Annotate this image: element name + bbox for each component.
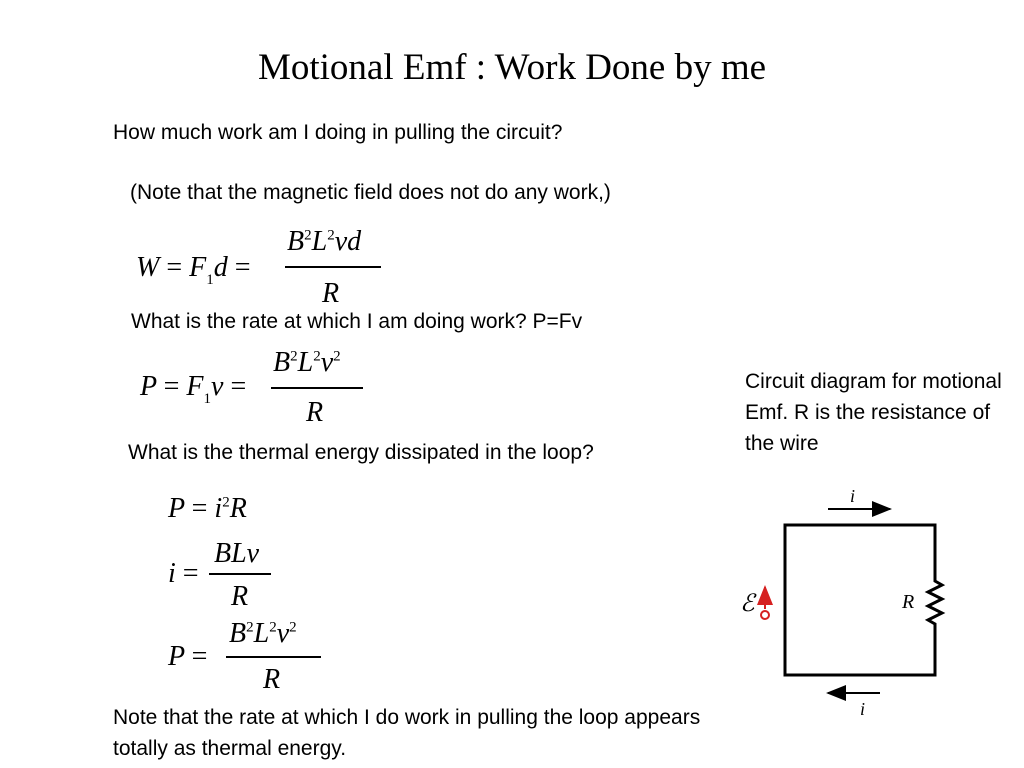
circuit-diagram	[730, 485, 970, 720]
eq2-num-b: B	[273, 347, 291, 378]
eq3-equals: =	[191, 493, 208, 524]
emf-terminal	[761, 611, 769, 619]
eq1-num-b-exp: 2	[304, 227, 312, 244]
eq2-velocity: v	[211, 371, 224, 402]
eq3-resistance: R	[229, 493, 247, 524]
eq2-force: F	[186, 371, 204, 402]
eq1-num-l-exp: 2	[327, 227, 335, 244]
eq2-num-b-exp: 2	[290, 348, 298, 365]
eq1-denominator: R	[322, 278, 340, 309]
eq4-denominator: R	[231, 581, 249, 612]
eq1-num-rest: vd	[334, 226, 362, 257]
eq3-current-exp: 2	[222, 494, 230, 511]
eq1-lhs: W	[136, 252, 160, 283]
eq2-num-v: v	[320, 347, 334, 378]
current-label-top: i	[850, 486, 856, 506]
eq5-equals: =	[191, 641, 208, 672]
diagram-caption: Circuit diagram for motional Emf. R is the resistance of the wire	[745, 370, 1002, 455]
eq5-num-b-exp: 2	[246, 619, 254, 636]
eq1-distance: d	[213, 252, 228, 283]
eq4-lhs: i	[168, 558, 176, 589]
conclusion-note: Note that the rate at which I do work in pulling the loop appears totally as thermal energy.	[113, 706, 701, 760]
eq5-num-v-exp: 2	[289, 619, 297, 636]
eq1-equals-1: =	[166, 252, 183, 283]
eq3-lhs: P	[168, 493, 185, 524]
eq5-fraction-bar	[226, 656, 321, 658]
eq3-current: i	[214, 493, 223, 524]
eq5-num-l: L	[253, 618, 270, 649]
eq2-equals-1: =	[163, 371, 180, 402]
eq1-num-l: L	[311, 226, 328, 257]
question-thermal: What is the thermal energy dissipated in the loop?	[128, 441, 594, 464]
eq1-fraction-bar	[285, 266, 381, 268]
eq4-numerator: BLv	[214, 538, 260, 569]
circuit-loop-wire	[785, 525, 942, 675]
eq1-force-sub: 1	[206, 271, 214, 288]
eq5-num-l-exp: 2	[269, 619, 277, 636]
eq4-fraction-bar	[209, 573, 271, 575]
eq1-force: F	[189, 252, 207, 283]
note-magnetic-field: (Note that the magnetic field does not do any work,)	[130, 181, 611, 204]
eq1-num-b: B	[287, 226, 305, 257]
eq4-equals: =	[182, 558, 199, 589]
eq2-lhs: P	[140, 371, 157, 402]
equation-joule	[168, 495, 247, 523]
eq2-equals-2: =	[230, 371, 247, 402]
eq5-num-v: v	[276, 618, 290, 649]
eq2-num-l: L	[297, 347, 314, 378]
eq2-fraction-bar	[271, 387, 363, 389]
eq5-lhs: P	[168, 641, 185, 672]
eq5-denominator: R	[263, 664, 281, 695]
eq1-equals-2: =	[234, 252, 251, 283]
question-work: How much work am I doing in pulling the circuit?	[113, 121, 563, 144]
slide-title: Motional Emf : Work Done by me	[257, 47, 767, 88]
question-rate: What is the rate at which I am doing work? P=Fv	[131, 310, 583, 333]
eq5-num-b: B	[229, 618, 247, 649]
resistor-label: R	[902, 591, 915, 613]
emf-label: ℰ	[740, 591, 755, 617]
eq2-num-l-exp: 2	[313, 348, 321, 365]
eq2-force-sub: 1	[203, 390, 212, 407]
eq2-denominator: R	[306, 397, 324, 428]
eq2-num-v-exp: 2	[333, 348, 341, 365]
current-label-bottom: i	[860, 699, 866, 719]
